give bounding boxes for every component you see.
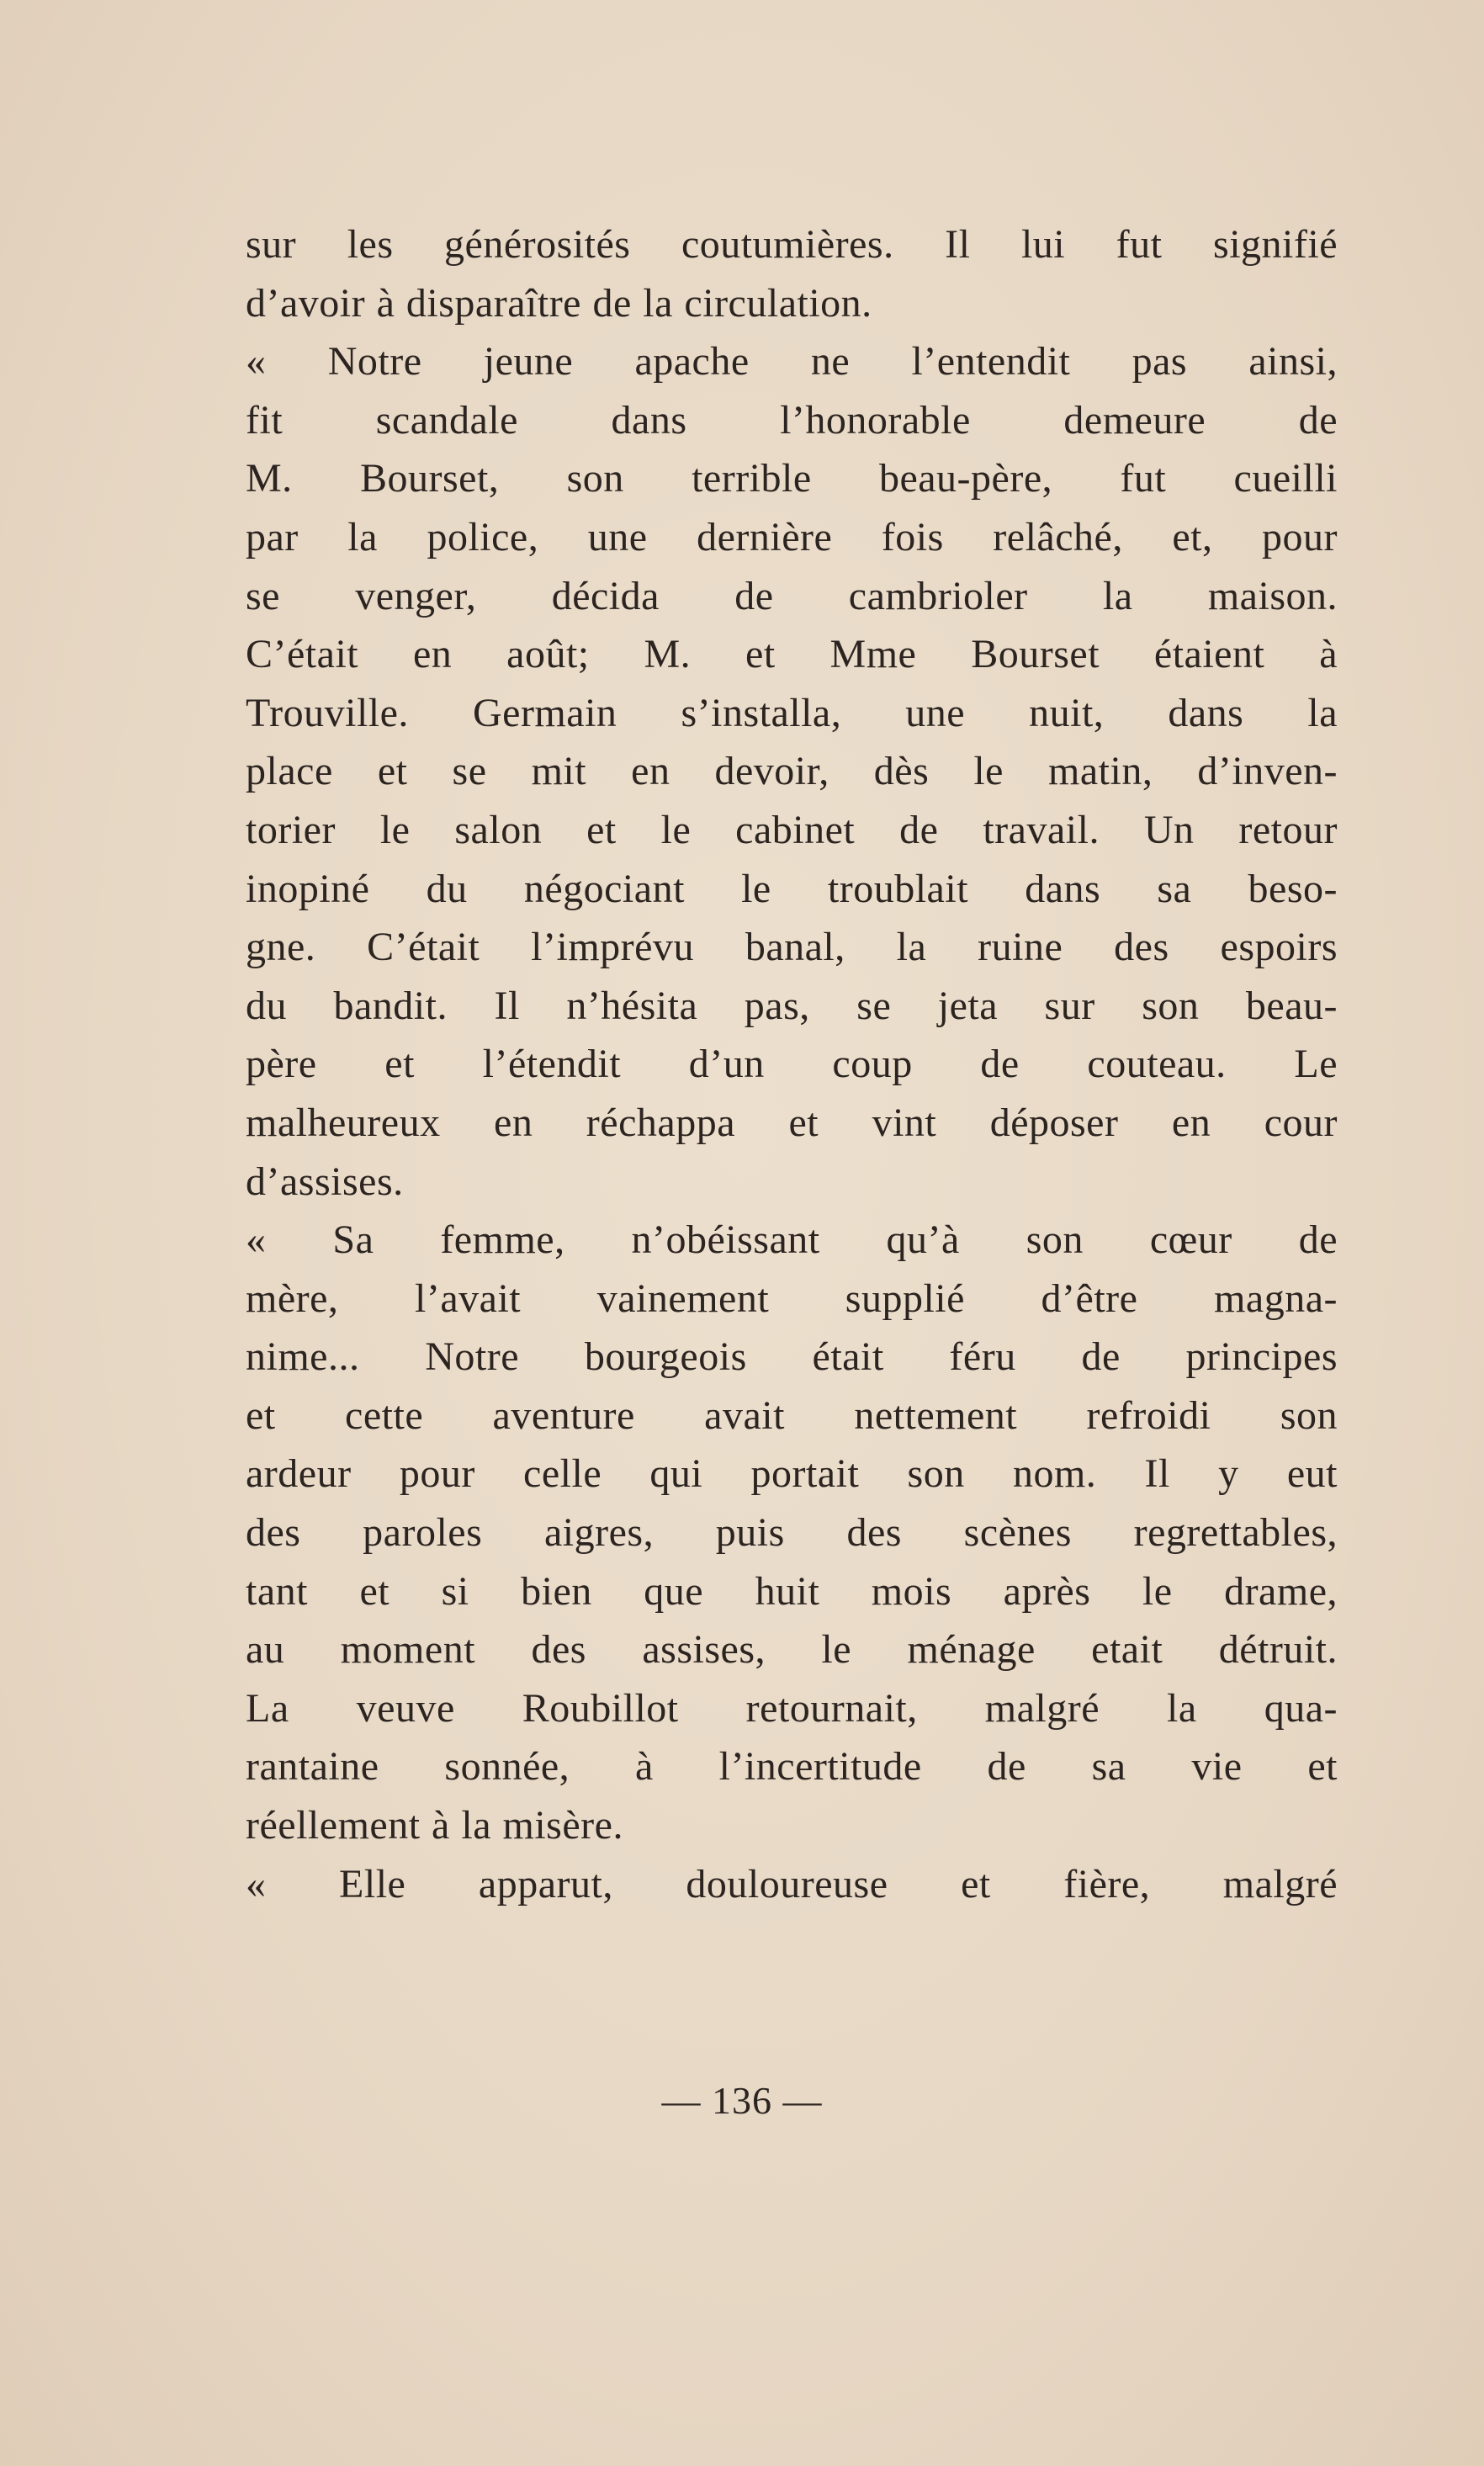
text-line: par la police, une dernière fois relâché, et, pour xyxy=(246,514,1338,559)
text-line: torier le salon et le cabinet de travail. Un retour xyxy=(246,807,1338,852)
text-line: d’avoir à disparaître de la circulation. xyxy=(246,280,872,326)
text-line: se venger, décida de cambrioler la maison. xyxy=(246,573,1338,618)
text-line: inopiné du négociant le troublait dans sa beso- xyxy=(246,866,1338,911)
text-line: « Elle apparut, douloureuse et fière, malgré xyxy=(246,1861,1338,1907)
text-line: La veuve Roubillot retournait, malgré la qua- xyxy=(246,1685,1338,1731)
text-line: sur les générosités coutumières. Il lui fut signifié xyxy=(246,222,1338,267)
text-line: père et l’étendit d’un coup de couteau. Le xyxy=(246,1042,1338,1087)
text-line: nime... Notre bourgeois était féru de principes xyxy=(246,1334,1338,1380)
text-line: tant et si bien que huit mois après le drame, xyxy=(246,1568,1338,1614)
text-line: au moment des assises, le ménage etait détruit. xyxy=(246,1627,1338,1673)
text-line: Trouville. Germain s’installa, une nuit, dans la xyxy=(246,690,1338,735)
text-line: mère, l’avait vainement supplié d’être magna- xyxy=(246,1275,1338,1321)
text-line: des paroles aigres, puis des scènes regrettables, xyxy=(246,1510,1338,1556)
text-line: malheureux en réchappa et vint déposer en cour xyxy=(246,1100,1338,1145)
text-line: ardeur pour celle qui portait son nom. Il y eut xyxy=(246,1451,1338,1497)
page-number: — 136 — xyxy=(661,2079,823,2122)
text-line: réellement à la misère. xyxy=(246,1803,623,1848)
text-line: fit scandale dans l’honorable demeure de xyxy=(246,397,1338,443)
text-line: gne. C’était l’imprévu banal, la ruine des espoirs xyxy=(246,925,1338,970)
text-line: « Notre jeune apache ne l’entendit pas ainsi, xyxy=(246,339,1338,384)
text-line: M. Bourset, son terrible beau-père, fut cueilli xyxy=(246,456,1338,501)
text-line: d’assises. xyxy=(246,1159,404,1204)
text-line: « Sa femme, n’obéissant qu’à son cœur de xyxy=(246,1217,1338,1263)
text-line: et cette aventure avait nettement refroidi son xyxy=(246,1392,1338,1438)
text-line: rantaine sonnée, à l’incertitude de sa vie et xyxy=(246,1744,1338,1790)
body-text xyxy=(246,215,1338,1913)
text-line: place et se mit en devoir, dès le matin, d’inven- xyxy=(246,749,1338,794)
text-line: du bandit. Il n’hésita pas, se jeta sur son beau- xyxy=(246,983,1338,1028)
text-line: C’était en août; M. et Mme Bourset étaient à xyxy=(246,632,1338,677)
